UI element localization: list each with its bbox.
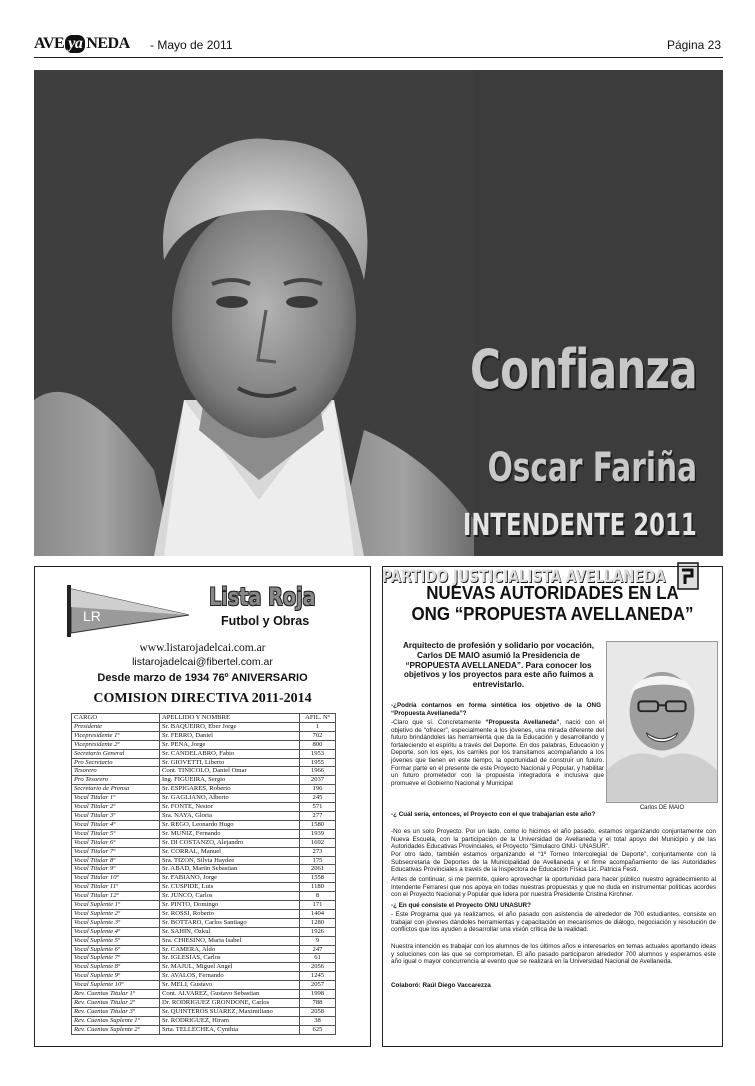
row-cargo: Vocal Titular 5º (72, 829, 160, 838)
row-afiliado: 1580 (300, 820, 336, 829)
row-nombre: Sr. FABIANO, Jorge (160, 874, 300, 883)
row-cargo: Vocal Titular 11º (72, 883, 160, 892)
row-cargo: Vocal Titular 2º (72, 803, 160, 812)
row-cargo: Vocal Titular 7º (72, 847, 160, 856)
row-cargo: Rev. Cuentas Suplente 1º (72, 1016, 160, 1025)
row-afiliado: 1998 (300, 990, 336, 999)
row-cargo: Pro Secretario (72, 758, 160, 767)
table-row (72, 954, 336, 963)
row-afiliado: 1180 (300, 883, 336, 892)
row-afiliado: 273 (300, 847, 336, 856)
row-cargo: Vocal Titular 9º (72, 865, 160, 874)
answer-text: , nació con el objetivo de “ofrecer”, especialmente a los jóvenes, una mirada diferente del futuro brindándoles las herramienta que da la Educación y desarrollando y fortaleciendo el espíritu a través del Deporte. En dos palabras, Educación y Deporte, son los ejes, los carriles por los transitamos acompañando a los jóvenes que tienen en este tiempo, la oportunidad de construir un futuro. Formar parte en el presente de este Proyecto Nacional y Popular, y habilitar un futuro prometedor con la propuesta integradora e inclusiva que promueve el Gobierno Nacional y Municipal (391, 719, 604, 787)
column-header: APELLIDO Y NOMBRE (160, 714, 300, 723)
lista-logo-initials: LR (83, 608, 101, 624)
row-afiliado: 2058 (300, 1007, 336, 1016)
row-nombre: Sr. DI COSTANZO, Alejandro (160, 838, 300, 847)
logo-part-mid: ya (65, 35, 85, 53)
row-cargo: Secretario de Prensa (72, 785, 160, 794)
table-row (72, 758, 336, 767)
row-nombre: Cont. TINICOLO, Daniel Omar (160, 767, 300, 776)
row-nombre: Sr. IGLESIAS, Carlos (160, 954, 300, 963)
row-afiliado: 1280 (300, 918, 336, 927)
candidate-name: Oscar Fariña (487, 445, 697, 491)
table-header-row (72, 714, 336, 723)
row-afiliado: 2056 (300, 963, 336, 972)
table-row (72, 767, 336, 776)
row-cargo: Vocal Titular 8º (72, 856, 160, 865)
photo-caption: Carlos DE MAIO (639, 805, 685, 811)
row-cargo: Vocal Titular 6º (72, 838, 160, 847)
comision-heading: COMISION DIRECTIVA 2011-2014 (93, 691, 312, 706)
table-row (72, 892, 336, 901)
row-afiliado: 1 (300, 722, 336, 731)
page-number: Página 23 (666, 38, 721, 52)
row-afiliado: 245 (300, 794, 336, 803)
row-afiliado: 1692 (300, 838, 336, 847)
row-cargo: Vocal Titular 1º (72, 794, 160, 803)
row-afiliado: 1939 (300, 829, 336, 838)
row-nombre: Sra. NAYA, Gloria (160, 811, 300, 820)
row-cargo: Vocal Suplente 8º (72, 963, 160, 972)
row-nombre: Sr. RODRIGUEZ, Hiram (160, 1016, 300, 1025)
row-nombre: Sr. SAHIN, Ozkul (160, 927, 300, 936)
table-row (72, 883, 336, 892)
table-row (72, 722, 336, 731)
row-cargo: Rev. Cuentas Titular 2º (72, 999, 160, 1008)
ad-slogan: Confianza (470, 338, 697, 401)
row-nombre: Sr. AVALOS, Fernando (160, 972, 300, 981)
table-row (72, 909, 336, 918)
row-cargo: Vocal Suplente 4º (72, 927, 160, 936)
row-nombre: Sr. ABAD, Martin Sebastian (160, 865, 300, 874)
table-row (72, 963, 336, 972)
table-row (72, 972, 336, 981)
row-afiliado: 1953 (300, 749, 336, 758)
row-cargo: Tesorero (72, 767, 160, 776)
row-cargo: Vocal Suplente 5º (72, 936, 160, 945)
row-nombre: Sr. BAQUEIRO, Eber Jorge (160, 722, 300, 731)
row-nombre: Srta. TELLECHEA, Cynthia (160, 1025, 300, 1034)
page-header (34, 32, 723, 58)
row-nombre: Sr. ESPIGARES, Roberto (160, 785, 300, 794)
row-cargo: Vicepresidente 1º (72, 731, 160, 740)
row-nombre: Sra. TIZON, Silvia Haydee (160, 856, 300, 865)
table-row (72, 820, 336, 829)
row-cargo: Rev. Cuentas Titular 1º (72, 990, 160, 999)
row-cargo: Vocal Suplente 1º (72, 901, 160, 910)
row-nombre: Sr. BOTTARO, Carlos Santiago (160, 918, 300, 927)
row-afiliado: 9 (300, 936, 336, 945)
row-nombre: Sr. PENA, Jorge (160, 740, 300, 749)
row-nombre: Sr. CAMERA, Aldo (160, 945, 300, 954)
answer-paragraph: Por otro lado, también estamos organizando el “1º Torneo Intercolegial de Deporte”, conjuntamente con la Subsecretaria de Deportes de la Municipalidad de Avellaneda y el firme acompañamiento de las Autoridades Educativas Provinciales a través de la Inspectora de Educación Física Lic. Patricia Festi. (391, 851, 716, 874)
table-row (72, 981, 336, 990)
answer-paragraph: Nuestra intención es trabajar con los alumnos de los últimos años e interesarlos en temas actuales aportando ideas y soluciones con las que se comprometan. El año pasado participaron alrededor 700 alumnos y esperamos este año igual o mayor concurrencia al evento que se realizará en la Universidad Nacional de Avellaneda. (391, 943, 716, 966)
table-row (72, 990, 336, 999)
candidate-office: INTENDENTE 2011 (463, 508, 697, 543)
table-row (72, 847, 336, 856)
article-title-line: ONG “PROPUESTA AVELLANEDA” (411, 604, 694, 624)
lista-email: listarojadelcai@fibertel.com.ar (132, 656, 273, 668)
row-afiliado: 171 (300, 901, 336, 910)
row-cargo: Vicepresidente 2º (72, 740, 160, 749)
row-nombre: Sr. FONTE, Nestor (160, 803, 300, 812)
table-row (72, 856, 336, 865)
row-nombre: Sr. FERRO, Daniel (160, 731, 300, 740)
row-afiliado: 800 (300, 740, 336, 749)
article-title-line: NUEVAS AUTORIDADES EN LA (426, 583, 679, 603)
row-cargo: Vocal Titular 3º (72, 811, 160, 820)
row-afiliado: 625 (300, 1025, 336, 1034)
table-row (72, 785, 336, 794)
row-nombre: Sr. CANDELABRO, Fabio (160, 749, 300, 758)
column-header: AFIL. Nº (300, 714, 336, 723)
row-nombre: Sr. MAJUL, Miguel Angel (160, 963, 300, 972)
question: -¿ Cuál sería, entonces, el Proyecto con el que trabajarían este año? (391, 811, 596, 818)
row-nombre: Ing. FIGUEIRA, Sergio (160, 776, 300, 785)
row-afiliado: 2061 (300, 865, 336, 874)
row-nombre: Sr. CORRAL, Manuel (160, 847, 300, 856)
row-afiliado: 196 (300, 785, 336, 794)
row-afiliado: 61 (300, 954, 336, 963)
row-afiliado: 1245 (300, 972, 336, 981)
row-cargo: Vocal Titular 4º (72, 820, 160, 829)
table-row (72, 731, 336, 740)
article-title (393, 583, 712, 625)
row-cargo: Vocal Titular 12º (72, 892, 160, 901)
campaign-ad (34, 70, 723, 587)
row-cargo: Vocal Suplente 2º (72, 909, 160, 918)
row-afiliado: 571 (300, 803, 336, 812)
lista-roja-ad (34, 566, 371, 1047)
row-nombre: Sr. JUNCO, Carlos (160, 892, 300, 901)
interviewee-photo (606, 641, 718, 803)
row-cargo: Secretario General (72, 749, 160, 758)
table-row (72, 918, 336, 927)
candidate-portrait (34, 70, 474, 556)
row-cargo: Vocal Suplente 9º (72, 972, 160, 981)
comision-table (71, 713, 336, 1035)
lista-roja-logo (63, 581, 193, 639)
lista-subtitle: Futbol y Obras (221, 614, 310, 628)
answer-paragraph: -No es un solo Proyecto. Por un lado, como lo hicimos el año pasado, estamos organizando conjuntamente con Nueva Escuela, con la participación de la Universidad de Avellaneda y el total apoyo del Municipio y de las Autoridades Educativas Provinciales, el Proyecto “Simulacro ONU- UNASUR”. (391, 828, 716, 851)
row-afiliado: 277 (300, 811, 336, 820)
answer-paragraph (391, 719, 604, 787)
table-row (72, 740, 336, 749)
row-afiliado: 1558 (300, 874, 336, 883)
question: -¿Podría contarnos en forma sintética los objetivo de la ONG “Propuesta Avellaneda”? (391, 702, 601, 717)
row-nombre: Sr. ROSSI, Roberto (160, 909, 300, 918)
answer-paragraph: - Este Programa que ya realizamos, el año pasado con asistencia de alrededor de 700 estudiantes, consiste en trabajar con jóvenes dándoles herramientas y capacitación en mecanismos de diálogo, negociación y resolución de conflictos que los ayuden a desarrollar una visión crítica de la realidad. (391, 911, 716, 934)
row-nombre: Sr. MUÑIZ, Fernando (160, 829, 300, 838)
table-row (72, 829, 336, 838)
table-row (72, 803, 336, 812)
lista-title: Lista Roja (209, 583, 316, 611)
row-nombre: Sr. GAGLIANO, Alberto (160, 794, 300, 803)
row-nombre: Sra. CHIESINO, Maria Isabel (160, 936, 300, 945)
table-row (72, 865, 336, 874)
table-row (72, 945, 336, 954)
row-afiliado: 788 (300, 999, 336, 1008)
row-cargo: Vocal Suplente 6º (72, 945, 160, 954)
row-afiliado: 1955 (300, 758, 336, 767)
row-cargo: Vocal Titular 10º (72, 874, 160, 883)
row-nombre: Cont. ALVAREZ, Gustavo Sebastian (160, 990, 300, 999)
row-nombre: Sr. QUINTEROS SUAREZ, Maximiliano (160, 1007, 300, 1016)
article-lead: Arquitecto de profesión y solidario por vocación, Carlos DE MAIO asumió la Presidencia de “PROPUESTA AVELLANEDA”. Para conocer los objetivos y los proyectos para este año fuimos a entrevistarlo. (402, 641, 595, 690)
row-afiliado: 702 (300, 731, 336, 740)
table-row (72, 901, 336, 910)
row-afiliado: 2057 (300, 981, 336, 990)
logo-part-right: NEDA (86, 35, 130, 52)
logo-part-left: AVE (34, 35, 65, 52)
answer-paragraph: Antes de continuar, si me permite, quiero aprovechar la oportunidad para hacer público nuestro agradecimiento al Intendente Ferraresi que nos apoya en todas nuestras propuestas y que no duda en instrumentar políticas acordes con el Proyecto Nacional y Popular que lidera por nuestra Presidente Cristina Kirchner. (391, 876, 716, 899)
answer-emphasis: “Propuesta Avellaneda” (485, 719, 560, 726)
answer-text: -Claro que sí. Concretamente (391, 719, 486, 726)
row-afiliado: 1966 (300, 767, 336, 776)
table-row (72, 811, 336, 820)
table-row (72, 1025, 336, 1034)
row-afiliado: 175 (300, 856, 336, 865)
row-afiliado: 2037 (300, 776, 336, 785)
question: -¿ En qué consiste el Proyecto ONU UNASUR? (391, 902, 531, 909)
row-nombre: Dr. RODRIGUEZ GRONDONE, Carlos (160, 999, 300, 1008)
row-cargo: Pro Tesorero (72, 776, 160, 785)
table-row (72, 936, 336, 945)
table-row (72, 1007, 336, 1016)
ong-article (382, 566, 723, 1047)
row-nombre: Sr. PINTO, Domingo (160, 901, 300, 910)
row-nombre: Sr. CUSPIDE, Luis (160, 883, 300, 892)
table-row (72, 874, 336, 883)
column-header: CARGO (72, 714, 160, 723)
row-afiliado: 1926 (300, 927, 336, 936)
row-afiliado: 247 (300, 945, 336, 954)
party-name: PARTIDO JUSTICIALISTA AVELLANEDA (381, 567, 665, 587)
row-nombre: Sr. MELI, Gustavo (160, 981, 300, 990)
article-credit: Colaboró: Raúl Diego Vaccarezza (391, 982, 491, 989)
row-afiliado: 38 (300, 1016, 336, 1025)
newspaper-logo (34, 35, 130, 53)
row-cargo: Presidente (72, 722, 160, 731)
table-row (72, 838, 336, 847)
table-row (72, 749, 336, 758)
table-row (72, 776, 336, 785)
table-row (72, 1016, 336, 1025)
row-afiliado: 1404 (300, 909, 336, 918)
lista-website: www.listarojadelcai.com.ar (139, 642, 266, 654)
issue-date: - Mayo de 2011 (150, 38, 233, 52)
table-row (72, 927, 336, 936)
table-row (72, 999, 336, 1008)
lista-anniversary: Desde marzo de 1934 76º ANIVERSARIO (97, 672, 308, 684)
row-cargo: Rev. Cuentas Titular 3º (72, 1007, 160, 1016)
row-afiliado: 8 (300, 892, 336, 901)
row-cargo: Rev. Cuentas Suplente 2º (72, 1025, 160, 1034)
row-cargo: Vocal Suplente 7º (72, 954, 160, 963)
row-nombre: Sr. GIOVETTI, Liberto (160, 758, 300, 767)
row-cargo: Vocal Suplente 10º (72, 981, 160, 990)
table-row (72, 794, 336, 803)
row-nombre: Sr. REGO, Leonardo Hugo (160, 820, 300, 829)
row-cargo: Vocal Suplente 3º (72, 918, 160, 927)
